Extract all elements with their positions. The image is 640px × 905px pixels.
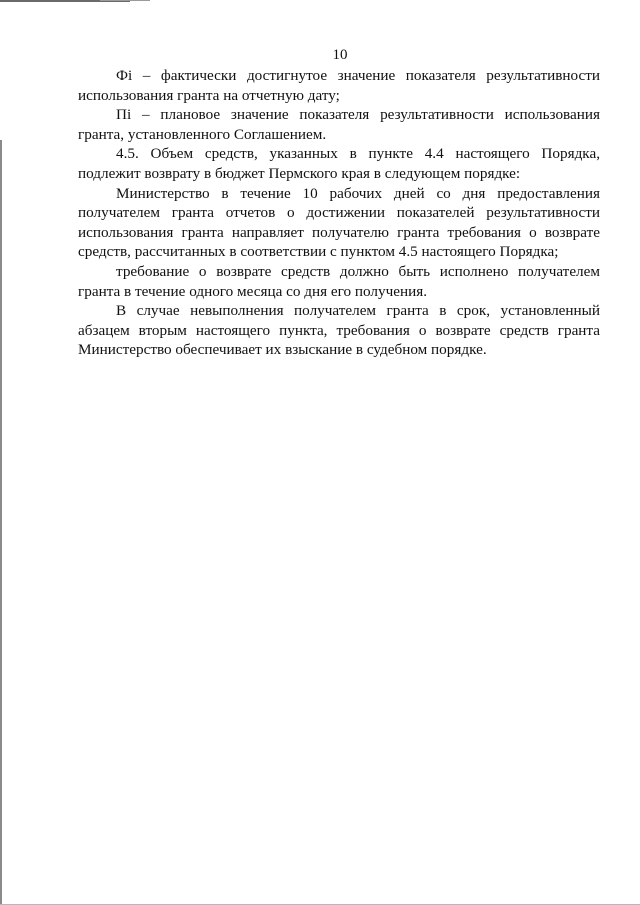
page-number: 10 <box>332 47 348 63</box>
scan-artifact-left-edge <box>0 140 2 905</box>
paragraph-fi-definition: Фi – фактически достигнутое значение показателя результативности использования гранта на отчетную дату; <box>78 67 600 104</box>
paragraph-clause-4-5: 4.5. Объем средств, указанных в пункте 4.4 настоящего Порядка, подлежит возврату в бюджет Пермского края в следующем порядке: <box>78 145 600 182</box>
document-body <box>78 66 600 360</box>
scan-artifact-top-line-secondary <box>100 0 150 1</box>
paragraph-pi-definition: Пi – плановое значение показателя результативности использования гранта, установленного Соглашением. <box>78 106 600 143</box>
paragraph-ministry-requirement: Министерство в течение 10 рабочих дней со дня предоставления получателем гранта отчетов о достижении показателей результативности использования гранта направляет получателю гранта требования о возврате средств, рассчитанных в соответствии с пунктом 4.5 настоящего Порядка; <box>78 184 600 261</box>
paragraph-return-deadline: требование о возврате средств должно быть исполнено получателем гранта в течение одного месяца со дня его получения. <box>78 262 600 300</box>
paragraph-court-recovery: В случае невыполнения получателем гранта в срок, установленный абзацем вторым настоящего пункта, требования о возврате средств гранта Министерство обеспечивает их взыскание в судебном порядке. <box>78 302 600 359</box>
